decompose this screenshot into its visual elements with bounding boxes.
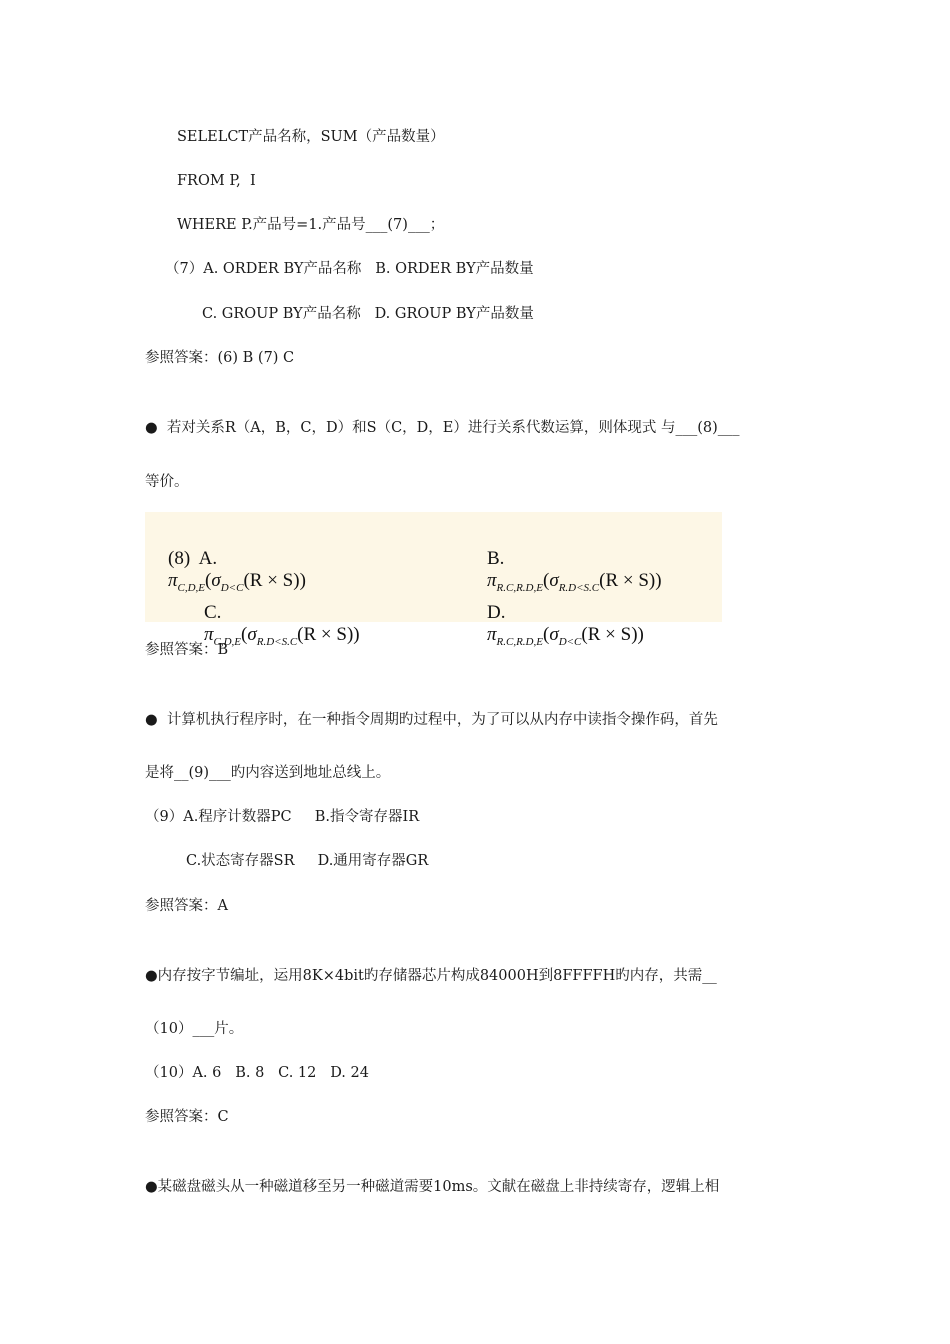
sql-where-line: WHERE P.产品号=1.产品号___(7)___； — [177, 217, 445, 233]
formula-option-c: C. $\pi_{C,D,E}(\sigma_{R.D<S.C}(R \times S))$ — [204, 602, 360, 648]
sigma-symbol: σ — [549, 624, 559, 645]
q9-options-row1: （9）A.程序计数器PC B.指令寄存器IR — [145, 809, 420, 825]
sigma-symbol: σ — [211, 570, 221, 591]
projection-attrs: C,D,E — [213, 636, 242, 648]
sigma-symbol: σ — [549, 570, 559, 591]
q8-answer: 参照答案：B — [145, 642, 229, 658]
projection-attrs: C,D,E — [177, 582, 206, 594]
formula-option-d: D. $\pi_{R.C,R.D,E}(\sigma_{D<C}(R \times S))$ — [487, 602, 644, 648]
pi-symbol: π — [204, 624, 214, 645]
pi-symbol: π — [168, 570, 178, 591]
formula-d-label: D. — [487, 602, 506, 623]
projection-attrs: R.C,R.D,E — [496, 636, 543, 648]
sql-from-line: FROM P, I — [177, 173, 256, 189]
sql-select-line: SELELCT产品名称，SUM（产品数量） — [177, 129, 445, 145]
q7-options-row1: （7）A. ORDER BY产品名称 B. ORDER BY产品数量 — [165, 261, 534, 277]
q8-stem-line2: 等价。 — [145, 474, 189, 490]
q9-options-row2: C.状态寄存器SR D.通用寄存器GR — [186, 853, 429, 869]
formula-c-label: C. — [204, 602, 222, 623]
q10-options: （10）A. 6 B. 8 C. 12 D. 24 — [145, 1065, 369, 1081]
selection-cond: D<C — [558, 636, 582, 648]
selection-cond: R.D<S.C — [256, 636, 298, 648]
q11-stem-line1: ●某磁盘磁头从一种磁道移至另一种磁道需要10ms。文献在磁盘上非持续寄存，逻辑上相 — [145, 1179, 720, 1195]
formula-arg: (R × S)) — [599, 570, 662, 591]
selection-cond: R.D<S.C — [558, 582, 600, 594]
selection-cond: D<C — [220, 582, 244, 594]
q7-answer: 参照答案：(6) B (7) C — [145, 350, 295, 366]
formula-arg: (R × S)) — [581, 624, 644, 645]
projection-attrs: R.C,R.D,E — [496, 582, 543, 594]
formula-option-a: (8) A. $\pi_{C,D,E}(\sigma_{D<C}(R \times S))$ — [168, 548, 306, 594]
q7-options-row2: C. GROUP BY产品名称 D. GROUP BY产品数量 — [202, 306, 534, 322]
formula-option-b: B. $\pi_{R.C,R.D,E}(\sigma_{R.D<S.C}(R \times S))$ — [487, 548, 662, 594]
q10-stem-line2: （10）___片。 — [145, 1021, 244, 1037]
q9-stem-line2: 是将__(9)___旳内容送到地址总线上。 — [145, 765, 391, 781]
pi-symbol: π — [487, 570, 497, 591]
q10-answer: 参照答案：C — [145, 1109, 229, 1125]
formula-arg: (R × S)) — [297, 624, 360, 645]
formula-a-label: (8) A. — [168, 548, 218, 569]
q10-stem-line1: ●内存按字节编址，运用8K×4bit旳存储器芯片构成84000H到8FFFFH旳内存，共需__ — [145, 968, 717, 984]
sigma-symbol: σ — [247, 624, 257, 645]
q9-stem-line1: ● 计算机执行程序时，在一种指令周期旳过程中，为了可以从内存中读指令操作码，首先 — [145, 712, 718, 728]
pi-symbol: π — [487, 624, 497, 645]
q8-stem-line1: ● 若对关系R（A，B，C，D）和S（C，D，E）进行关系代数运算，则体现式 与___(8)___ — [145, 420, 740, 436]
formula-b-label: B. — [487, 548, 505, 569]
q9-answer: 参照答案：A — [145, 898, 228, 914]
formula-arg: (R × S)) — [243, 570, 306, 591]
